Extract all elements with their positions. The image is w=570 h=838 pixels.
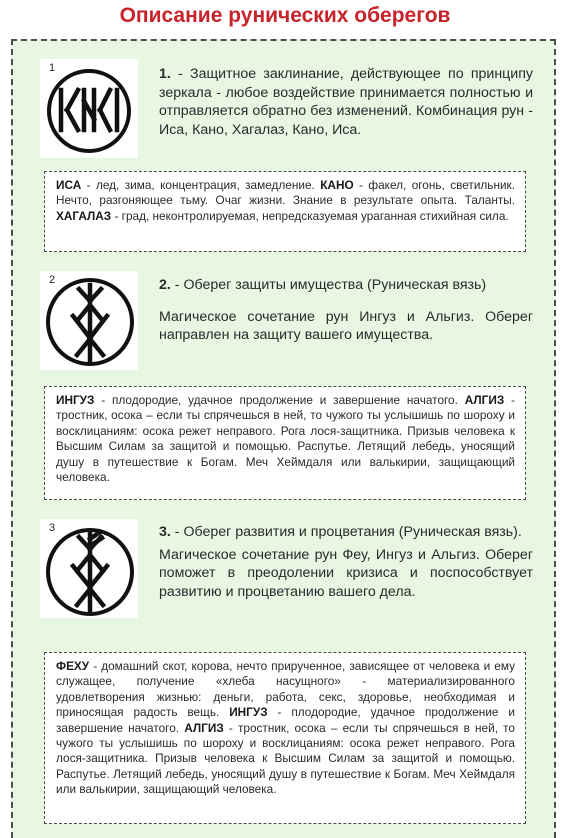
definition-box-2: [44, 386, 526, 500]
bindrune-ingwaz-algiz-icon: [40, 271, 138, 370]
rune-number-1: 1: [49, 62, 56, 74]
rune-image-1: [40, 59, 138, 158]
item-3-number: 3.: [159, 524, 171, 540]
rune-definition: - град, неконтролируемая, непредсказуемая ураганная стихийная сила.: [111, 208, 509, 223]
rune-definition: - тростник, осока – если ты спрячешься в ней, то чужого ты услышишь по шороху и восклицаниям: осока режет неправого. Рога лося-защитника. Призыв человека к Высшим Силам за защитой и помощью. Распутье. Летящий лебедь, уносящий душу в путешествие к Богам. Меч Хеймдаля или валькирии, защищающий человека.: [56, 720, 515, 797]
item-1-paragraph: 1. - Защитное заклинание, действующее по принципу зеркала - любое воздействие принимается полностью и отправляется обратно без изменений. Комбинация рун - Иса, Кано, Хагалаз, Кано, Иса.: [159, 66, 533, 138]
rune-name: ИНГУЗ: [229, 705, 268, 720]
rune-name: ИСА: [56, 178, 82, 192]
definition-box-3: [44, 652, 526, 824]
rune-definition: - тростник, осока – если ты спрячешься в ней, то чужого ты услышишь по шороху и восклицаниям: осока режет неправого. Рога лося-защитника. Призыв человека к Высшим Силам за защитой и помощью. Распутье. Летящий лебедь, уносящий душу в путешествие к Богам. Меч Хеймдаля или валькирии, защищающий человека.: [56, 393, 515, 485]
item-2-number: 2.: [159, 277, 171, 293]
rune-kncnk-icon: [40, 59, 138, 158]
rune-name: ФЕХУ: [56, 659, 90, 673]
item-1-text: [159, 65, 533, 139]
item-3-paragraph: 3. - Оберег развития и процветания (Руническая вязь).: [159, 524, 522, 540]
definition-box-1: [44, 171, 526, 252]
page-title: Описание рунических оберегов: [119, 4, 451, 27]
item-2-paragraph: 2. - Оберег защиты имущества (Руническая вязь): [159, 277, 487, 293]
item-2-paragraph: Магическое сочетание рун Ингуз и Альгиз. Оберег направлен на защиту вашего имущества.: [159, 308, 533, 343]
rune-definition: - плодородие, удачное продолжение и завершение начатого.: [56, 705, 515, 735]
rune-number-3: 3: [49, 522, 56, 534]
bindrune-fehu-ingwaz-algiz-icon: [40, 519, 138, 618]
rune-name: ХАГАЛАЗ: [56, 208, 112, 223]
rune-name: АЛГИЗ: [464, 393, 505, 407]
rune-name: АЛГИЗ: [184, 720, 224, 735]
rune-image-2: [40, 271, 138, 370]
rune-definition: - факел, огонь, светильник. Нечто, разгоняющее тьму. Очаг жизни. Знание в результате опыта. Таланты.: [56, 178, 515, 208]
rune-definition: - плодородие, удачное продолжение и завершение начатого.: [94, 393, 465, 407]
item-2-text: [159, 276, 533, 345]
rune-number-2: 2: [49, 274, 56, 286]
rune-definition: - домашний скот, корова, нечто прирученное, зависящее от человека и ему служащее, получение «хлеба насущного» - материализированного удовлетворения жизнью: деньги, работа, секс, здоровье, необходимая и приносящая радость вещь.: [56, 659, 515, 720]
rune-name: ИНГУЗ: [56, 393, 95, 407]
rune-definition: - лед, зима, концентрация, замедление.: [81, 178, 321, 192]
rune-image-3: [40, 519, 138, 618]
rune-name: КАНО: [320, 178, 354, 192]
item-1-number: 1.: [159, 66, 171, 82]
item-3-paragraph: Магическое сочетание рун Феу, Ингуз и Альгиз. Оберег поможет в преодолении кризиса и поспособствует развитию и процветанию вашего дела.: [159, 546, 533, 600]
item-3-text: [159, 523, 533, 601]
